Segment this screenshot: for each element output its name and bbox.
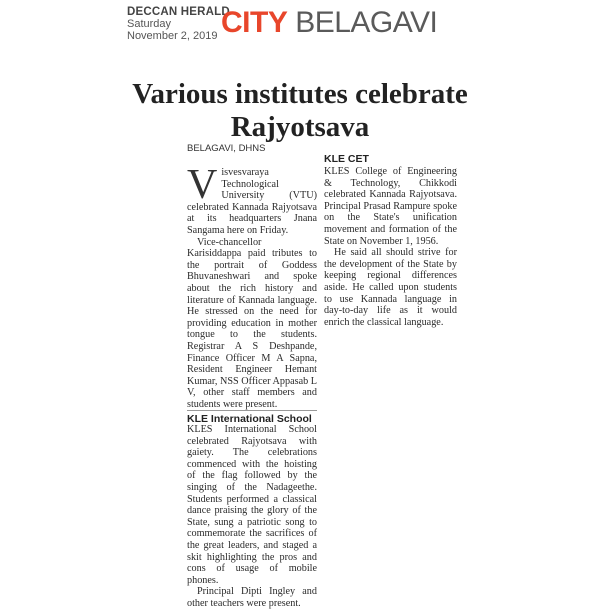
publication-name: DECCAN HERALD xyxy=(127,6,230,18)
main-story-paragraph-2: Vice-chancellor Karisiddappa paid tributes to the portrait of Goddess Bhuvaneshwari and spoke about the rich history and literature of Kannada language. He stressed on the need for providing education in mother tongue to the students. Registrar A S Deshpande, Finance Officer M A Sapna, Resident Engineer Hemant Kumar, NSS Officer Appasab L V, other staff members and students were present. xyxy=(187,236,317,410)
intl-school-heading: KLE International School xyxy=(187,410,317,426)
main-story-p1-text: isvesvaraya Technological University (VTU) celebrated Kannada Rajyotsava at its headquarters Jnana Sangama here on Friday. xyxy=(187,167,317,236)
publication-date: November 2, 2019 xyxy=(127,30,218,42)
masthead-publication-block xyxy=(127,6,230,42)
drop-cap: V xyxy=(187,162,218,208)
intl-school-paragraph-2: Principal Dipti Ingley and other teachers were present. xyxy=(187,586,317,609)
intl-school-story xyxy=(187,424,317,610)
kle-cet-heading: KLE CET xyxy=(324,153,369,165)
section-place: BELAGAVI xyxy=(295,6,438,39)
kle-cet-paragraph-1: KLES College of Engineering & Technology, Chikkodi celebrated Kannada Rajyotsava. Principal Prasad Rampure spoke on the State's unification movement and formation of the State on November 1, 1956. xyxy=(324,166,457,247)
byline: BELAGAVI, DHNS xyxy=(187,143,266,154)
main-story-paragraph-1 xyxy=(187,162,317,237)
publication-day: Saturday xyxy=(127,18,172,30)
section-city: CITY xyxy=(221,6,288,39)
section-title xyxy=(221,7,437,39)
kle-cet-story xyxy=(324,153,457,328)
headline: Various institutes celebrate Rajyotsava xyxy=(132,78,468,143)
kle-cet-paragraph-2: He said all should strive for the development of the State by keeping regional differences aside. He called upon students to use Kannada language in day-to-day life as it would enrich the classical language. xyxy=(324,247,457,328)
main-story xyxy=(187,162,317,410)
intl-school-paragraph-1: KLES International School celebrated Rajyotsava with gaiety. The celebrations commenced with the hoisting of the flag followed by the singing of the Nadageethe. Students performed a classical dance praising the glory of the State, sung a patriotic song to commemorate the sacrifices of the great leaders, and staged a skit highlighting the pros and cons of usage of mobile phones. xyxy=(187,424,317,586)
